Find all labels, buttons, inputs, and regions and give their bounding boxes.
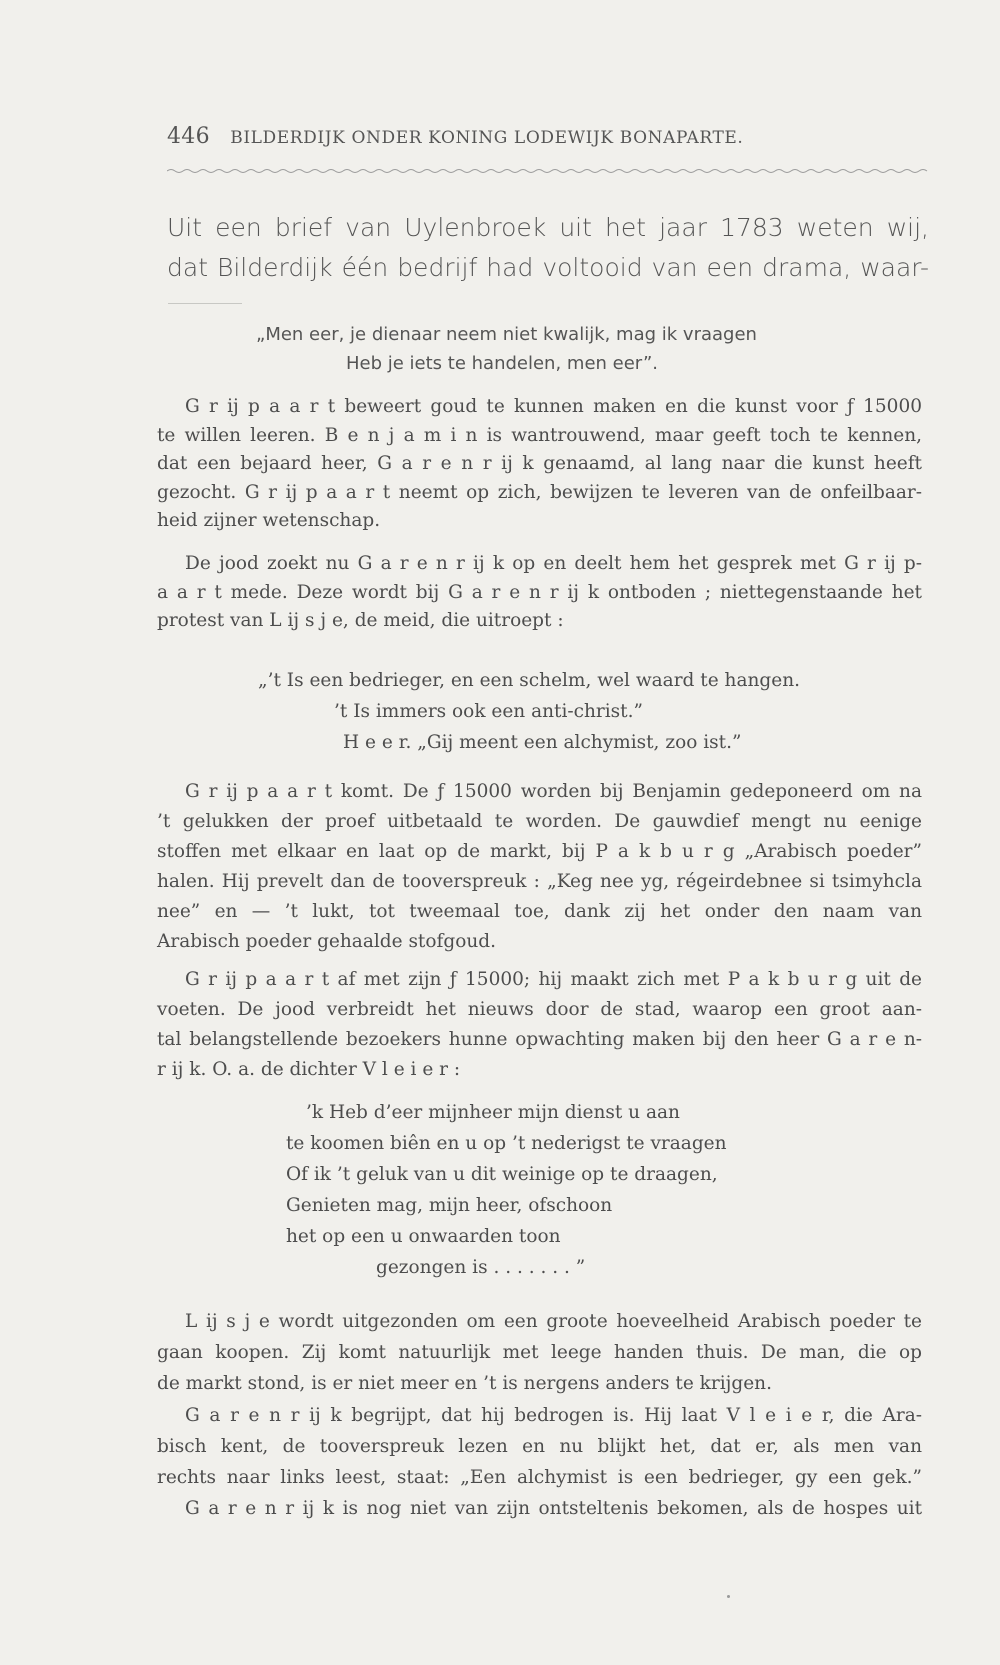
paragraph-1 <box>157 393 922 536</box>
ink-speck <box>727 1595 730 1598</box>
text-line: stoffen met elkaar en laat op de markt, bij P a k b u r g „Arabisch poeder” <box>157 841 922 862</box>
text-line: Uit een brief van Uylenbroek uit het jaar 1783 weten wij, <box>167 213 929 242</box>
verse-line: te koomen biên en u op ’t nederigst te vraagen <box>286 1133 727 1154</box>
text-line: Arabisch poeder gehaalde stofgoud. <box>157 931 496 952</box>
text-line: voeten. De jood verbreidt het nieuws door de stad, waarop een groot aan- <box>157 999 922 1020</box>
text-line: rechts naar links leest, staat: „Een alchymist is een bedrieger, gy een gek.” <box>157 1467 922 1488</box>
quotation-block <box>258 665 800 758</box>
quote-line: Heb je iets te handelen, men eer”. <box>346 353 659 374</box>
running-title: BILDERDIJK ONDER KONING LODEWIJK BONAPARTE. <box>230 128 744 148</box>
text-line: halen. Hij prevelt dan de tooverspreuk : „Keg nee yg, régeirdebnee si tsimyhcla <box>157 871 922 892</box>
decorative-wavy-rule <box>167 168 931 174</box>
text-line: bisch kent, de tooverspreuk lezen en nu blijkt het, dat er, als men van <box>157 1436 922 1457</box>
paragraph-6 <box>157 1400 922 1524</box>
verse-line: Of ik ’t geluk van u dit weinige op te draagen, <box>286 1164 718 1185</box>
running-header <box>167 124 927 149</box>
page-number: 446 <box>167 124 210 149</box>
quote-line: ’t Is immers ook een anti-christ.” <box>334 701 643 722</box>
quotation-block <box>256 320 876 378</box>
text-line: dat een bejaard heer, G a r e n r ij k genaamd, al lang naar die kunst heeft <box>157 453 922 474</box>
paragraph-5 <box>157 1306 922 1399</box>
divider <box>168 303 242 304</box>
intro-paragraph <box>167 208 929 288</box>
text-line: G r ij p a a r t beweert goud te kunnen maken en die kunst voor ƒ 15000 <box>185 396 922 417</box>
text-line: te willen leeren. B e n j a m i n is wantrouwend, maar geeft toch te kennen, <box>157 424 922 446</box>
text-line: de markt stond, is er niet meer en ’t is nergens anders te krijgen. <box>157 1373 772 1394</box>
quote-line: „Men eer, je dienaar neem niet kwalijk, mag ik vraagen <box>256 324 757 345</box>
quote-line: „’t Is een bedrieger, en een schelm, wel waard te hangen. <box>258 670 800 691</box>
text-line: G r ij p a a r t af met zijn ƒ 15000; hij maakt zich met P a k b u r g uit de <box>185 969 922 990</box>
paragraph-4 <box>157 965 922 1085</box>
paragraph-2 <box>157 550 922 636</box>
text-line: gezocht. G r ij p a a r t neemt op zich, bewijzen te leveren van de onfeilbaar- <box>157 481 922 503</box>
text-line: L ij s j e wordt uitgezonden om een groote hoeveelheid Arabisch poeder te <box>185 1311 922 1332</box>
text-line: protest van L ij s j e, de meid, die uitroept : <box>157 610 564 631</box>
quote-line: H e e r. „Gij meent een alchymist, zoo ist.” <box>343 732 742 753</box>
verse-block <box>286 1097 727 1283</box>
text-line: heid zijner wetenschap. <box>157 510 381 531</box>
verse-line: ’k Heb d’eer mijnheer mijn dienst u aan <box>306 1102 680 1123</box>
text-line: a a r t mede. Deze wordt bij G a r e n r ij k ontboden ; niettegenstaande het <box>157 581 922 603</box>
text-line: G r ij p a a r t komt. De ƒ 15000 worden bij Benjamin gedeponeerd om na <box>185 781 922 802</box>
text-line: G a r e n r ij k begrijpt, dat hij bedrogen is. Hij laat V l e i e r, die Ara- <box>185 1405 922 1426</box>
text-line: r ij k. O. a. de dichter V l e i e r : <box>157 1059 461 1080</box>
text-line: ’t gelukken der proef uitbetaald te worden. De gauwdief mengt nu eenige <box>157 811 922 832</box>
verse-line: het op een u onwaarden toon <box>286 1226 561 1247</box>
text-line: gaan koopen. Zij komt natuurlijk met leege handen thuis. De man, die op <box>157 1342 922 1363</box>
verse-line: gezongen is . . . . . . . ” <box>376 1257 586 1278</box>
text-line: dat Bilderdijk één bedrijf had voltooid van een drama, waar- <box>167 253 929 282</box>
text-line: De jood zoekt nu G a r e n r ij k op en deelt hem het gesprek met G r ij p- <box>185 553 922 574</box>
paragraph-3 <box>157 777 922 957</box>
text-line: tal belangstellende bezoekers hunne opwachting maken bij den heer G a r e n- <box>157 1029 922 1050</box>
text-line: G a r e n r ij k is nog niet van zijn ontsteltenis bekomen, als de hospes uit <box>185 1498 922 1519</box>
verse-line: Genieten mag, mijn heer, ofschoon <box>286 1195 613 1216</box>
text-line: nee” en — ’t lukt, tot tweemaal toe, dank zij het onder den naam van <box>157 901 922 922</box>
